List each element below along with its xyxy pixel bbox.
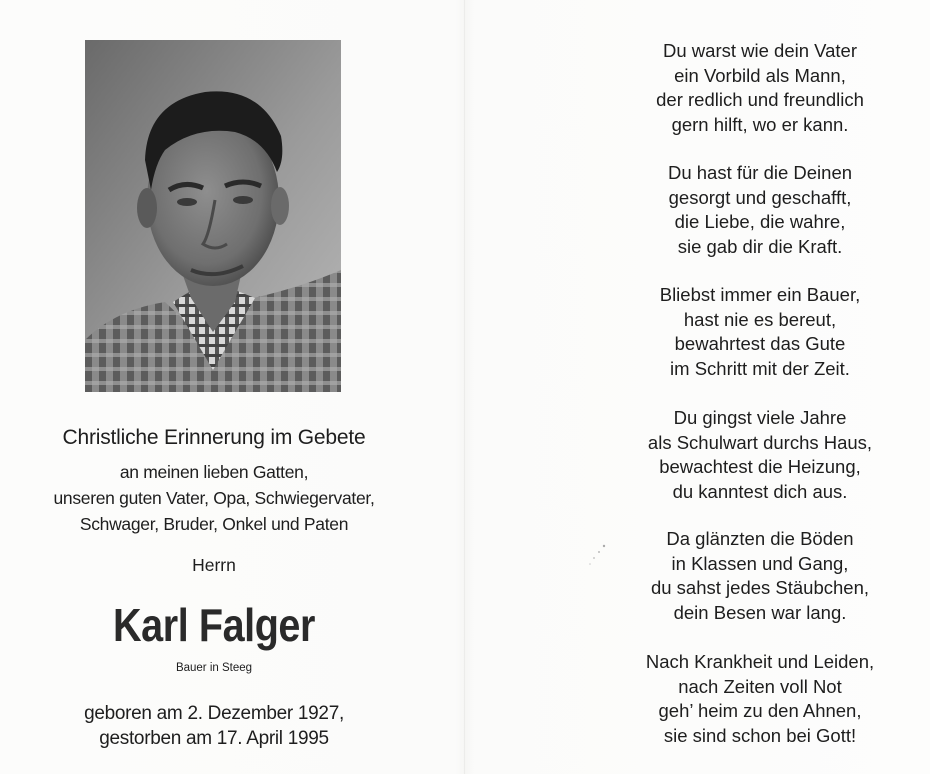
- poem-stanza: [600, 650, 920, 748]
- life-dates: [14, 701, 414, 751]
- poem-line: nach Zeiten voll Not: [678, 675, 842, 697]
- scan-speck: [584, 540, 614, 570]
- poem-line: du sahst jedes Stäubchen,: [650, 577, 870, 598]
- poem-line: Nach Krankheit und Leiden,: [645, 651, 875, 672]
- poem-line: sie gab dir die Kraft.: [677, 235, 843, 257]
- poem-stanza: [600, 283, 920, 381]
- poem-line: die Liebe, die wahre,: [674, 211, 846, 232]
- poem-line: Da glänzten die Böden: [666, 528, 854, 549]
- dedication-line: unseren guten Vater, Opa, Schwiegervater,: [53, 488, 375, 508]
- dedication-line: an meinen lieben Gatten,: [119, 462, 309, 482]
- occupation: Bauer in Steeg: [175, 662, 253, 674]
- salutation: Herrn: [192, 555, 236, 575]
- poem-line: gesorgt und geschafft,: [668, 186, 852, 208]
- poem-line: dein Besen war lang.: [673, 601, 847, 623]
- birth-date: geboren am 2. Dezember 1927,: [84, 703, 344, 724]
- poem-line: ein Vorbild als Mann,: [674, 64, 846, 86]
- poem-line: im Schritt mit der Zeit.: [670, 357, 850, 379]
- poem-line: Du warst wie dein Vater: [663, 40, 857, 61]
- poem-stanza: [600, 527, 920, 625]
- death-date: gestorben am 17. April 1995: [99, 728, 329, 749]
- poem-line: du kanntest dich aus.: [672, 480, 848, 502]
- poem-line: als Schulwart durchs Haus,: [647, 431, 873, 453]
- poem-line: sie sind schon bei Gott!: [663, 724, 857, 746]
- portrait-photo: [85, 40, 341, 392]
- poem-line: bewahrtest das Gute: [674, 333, 846, 354]
- poem-line: hast nie es bereut,: [683, 308, 837, 330]
- poem-line: gern hilft, wo er kann.: [671, 113, 849, 135]
- poem-line: bewachtest die Heizung,: [659, 456, 861, 477]
- poem-stanza: [600, 406, 920, 504]
- remembrance-heading: Christliche Erinnerung im Gebete: [62, 426, 366, 449]
- poem-stanza: [600, 161, 920, 259]
- deceased-name: Karl Falger: [113, 599, 315, 651]
- poem-stanza: [600, 39, 920, 137]
- poem-line: Du hast für die Deinen: [667, 162, 853, 183]
- poem-line: in Klassen und Gang,: [671, 552, 849, 574]
- poem-line: Du gingst viele Jahre: [673, 407, 847, 428]
- poem-line: Bliebst immer ein Bauer,: [659, 284, 861, 305]
- card-fold: [464, 0, 465, 774]
- poem-line: der redlich und freundlich: [656, 89, 864, 110]
- dedication: [14, 459, 414, 537]
- poem-line: geh’ heim zu den Ahnen,: [658, 700, 862, 721]
- dedication-line: Schwager, Bruder, Onkel und Paten: [79, 514, 349, 534]
